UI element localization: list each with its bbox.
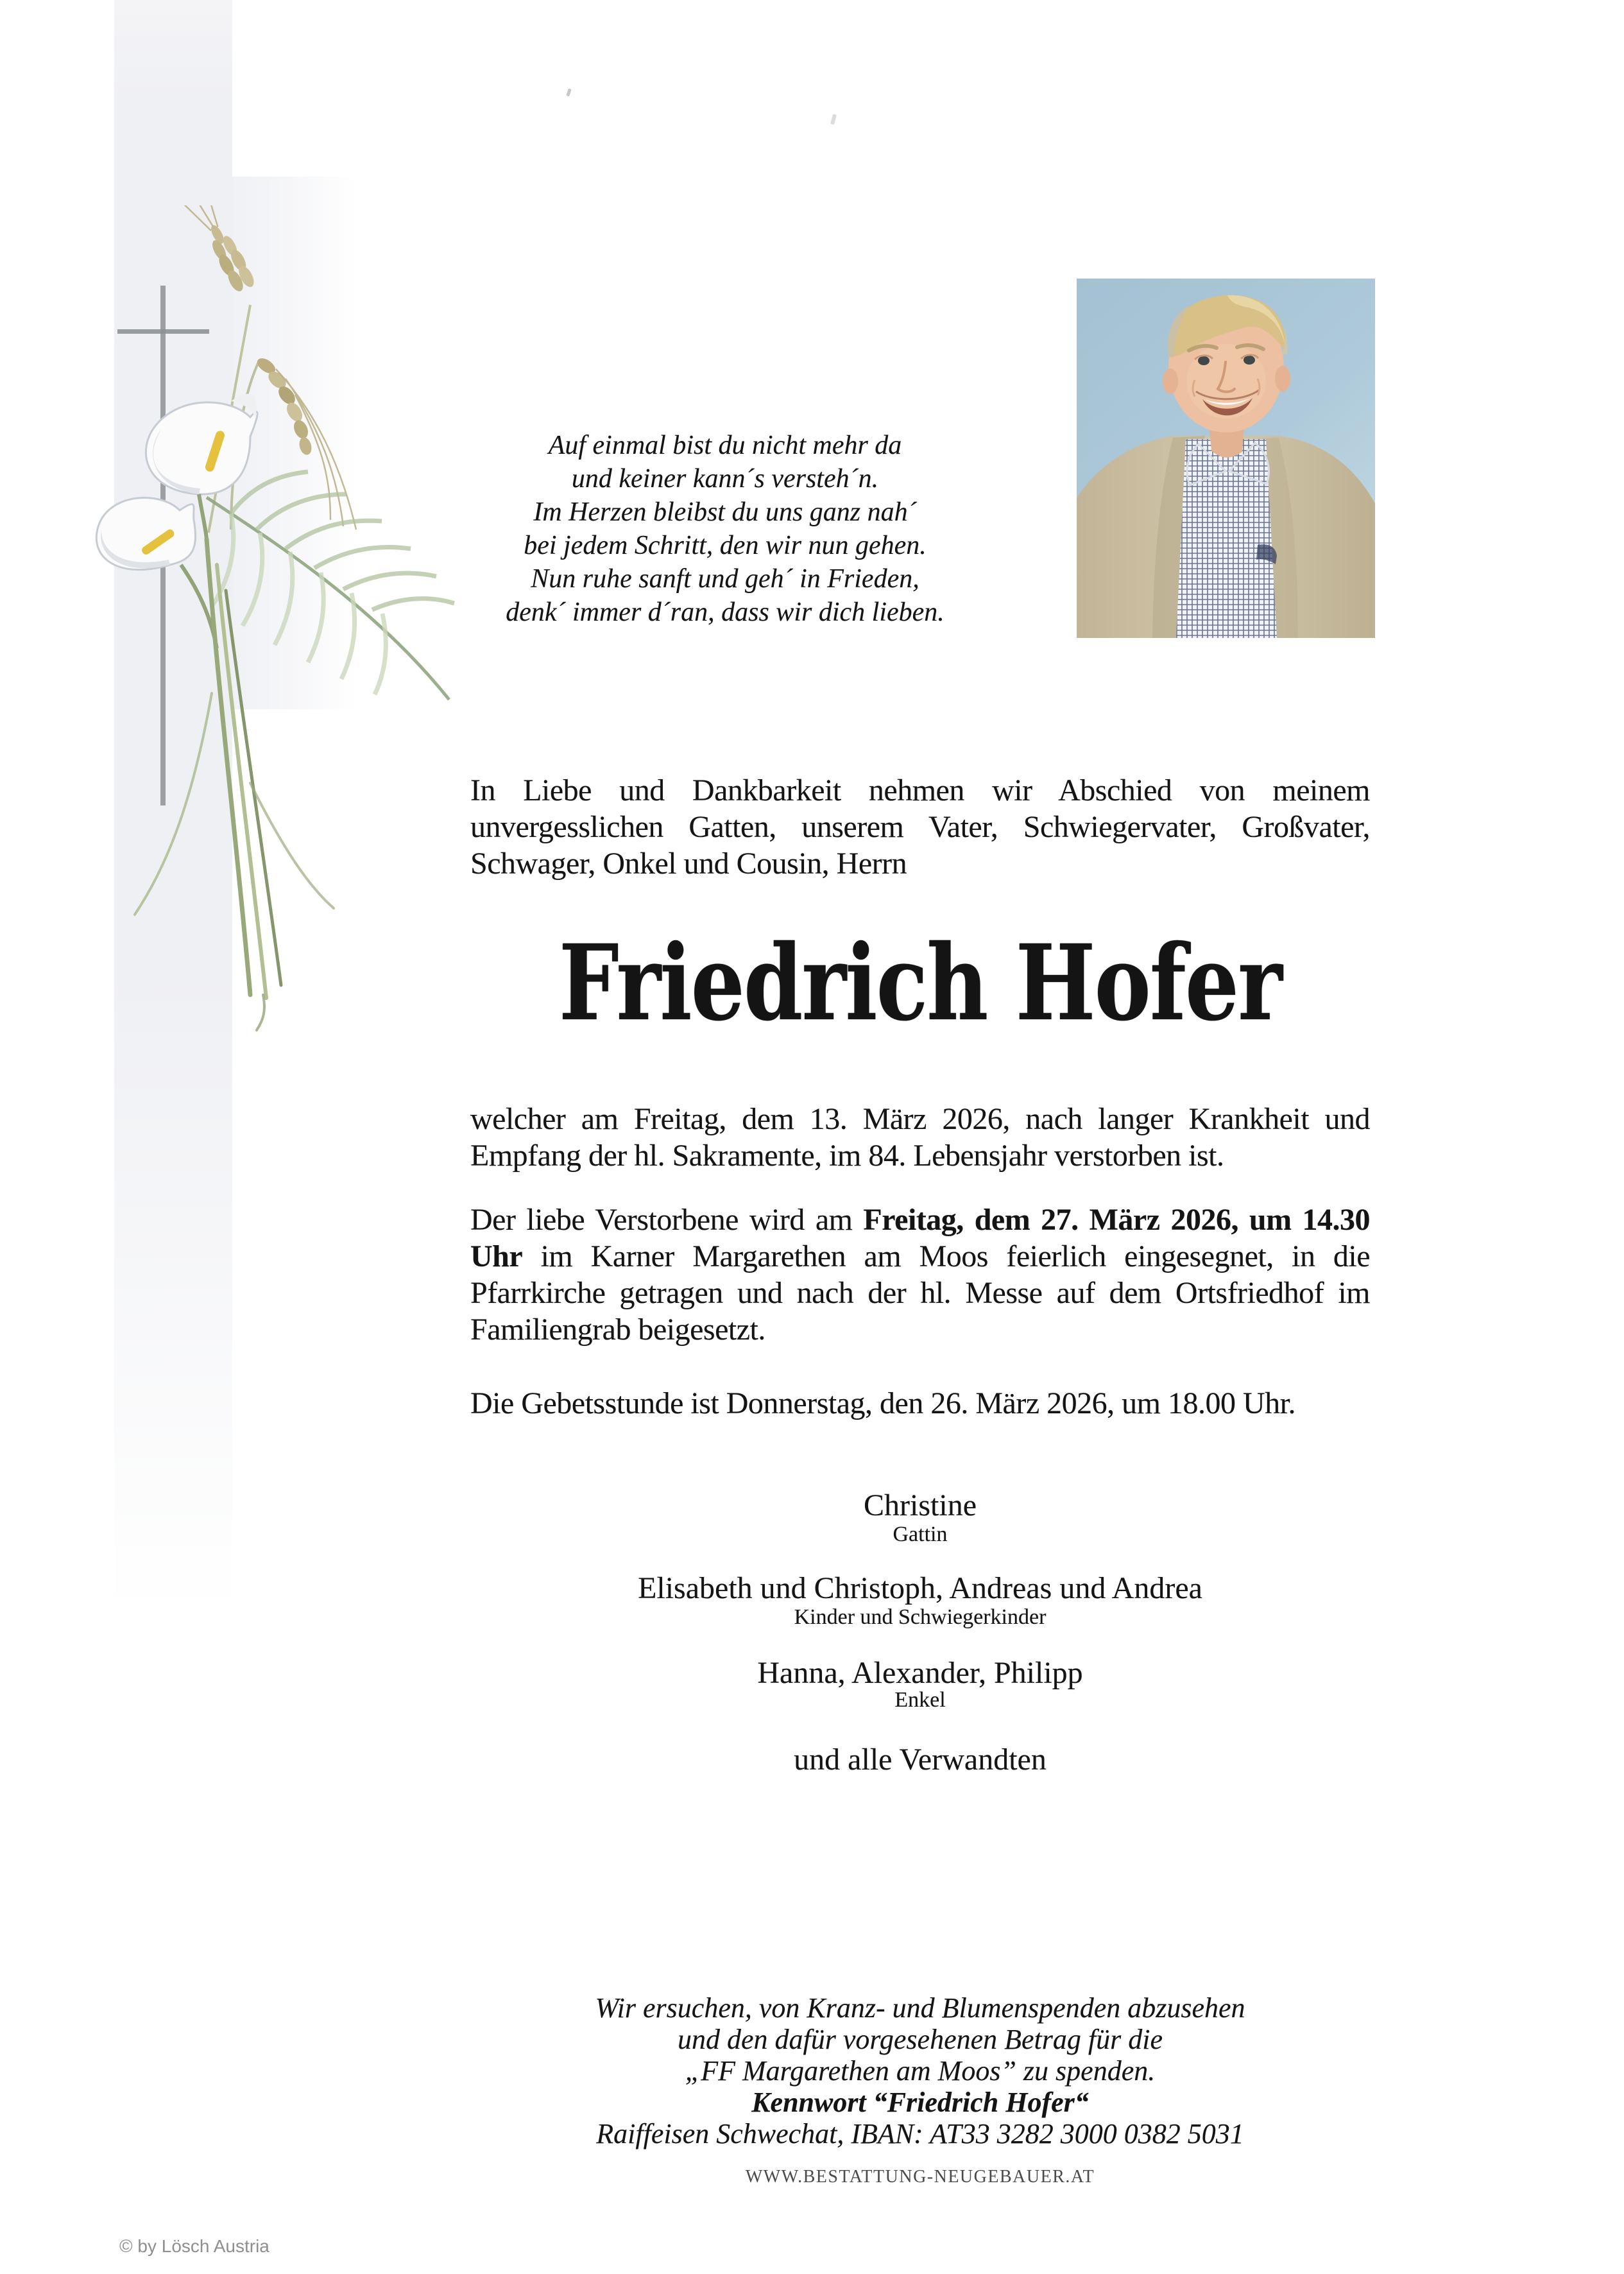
mourner-relation: Enkel	[894, 1688, 946, 1712]
funeral-paragraph	[470, 1202, 1370, 1348]
memorial-poem	[475, 429, 975, 629]
portrait-photo	[1077, 279, 1375, 638]
calla-lily-icon	[96, 497, 217, 648]
poem-line: Auf einmal bist du nicht mehr da	[548, 431, 902, 460]
prayer-hour-line: Die Gebetsstunde ist Donnerstag, den 26. März 2026, um 18.00 Uhr.	[470, 1386, 1295, 1420]
poem-line: bei jedem Schritt, den wir nun gehen.	[524, 531, 927, 560]
donation-line: und den dafür vorgesehenen Betrag für die	[678, 2024, 1163, 2055]
death-paragraph: welcher am Freitag, dem 13. März 2026, nach langer Krankheit und Empfang der hl. Sakramente, im 84. Lebensjahr verstorben ist.	[470, 1102, 1370, 1173]
intro-paragraph: In Liebe und Dankbarkeit nehmen wir Abschied von meinem unvergesslichen Gatten, unserem Vater, Schwiegervater, Großvater, Schwager, Onkel und Cousin, Herrn	[470, 773, 1370, 881]
mourner-relation: Gattin	[893, 1522, 948, 1546]
donation-keyword-line: Kennwort “Friedrich Hofer“	[751, 2087, 1089, 2118]
mourner-names: Elisabeth und Christoph, Andreas und Andrea	[638, 1571, 1202, 1605]
closing-line: und alle Verwandten	[794, 1743, 1047, 1777]
poem-line: Im Herzen bleibst du uns ganz nah´	[533, 497, 917, 527]
deceased-name: Friedrich Hofer	[558, 922, 1282, 1044]
scan-speck	[566, 89, 571, 97]
funeral-text: Der liebe Verstorbene wird am	[470, 1203, 864, 1237]
poem-line: und keiner kann´s versteh´n.	[571, 464, 879, 494]
funeral-text: im Karner Margarethen am Moos feierlich eingesegnet, in die Pfarrkirche getragen und nach der hl. Messe auf dem Ortsfriedhof im Familiengrab beigesetzt.	[470, 1239, 1370, 1347]
mourner-relation: Kinder und Schwiegerkinder	[794, 1605, 1047, 1629]
donation-bank-line: Raiffeisen Schwechat, IBAN: AT33 3282 3000 0382 5031	[596, 2118, 1244, 2149]
funeral-date-bold: Freitag, dem 27. März 2026, um 14.30 Uhr	[470, 1203, 1370, 1273]
copyright-watermark: © by Lösch Austria	[119, 2236, 269, 2256]
donation-line: „FF Margarethen am Moos” zu spenden.	[685, 2055, 1156, 2087]
donation-request	[470, 1992, 1370, 2149]
poem-line: denk´ immer d´ran, dass wir dich lieben.	[506, 598, 944, 627]
mourner-names: Christine	[864, 1488, 977, 1522]
mourner-names: Hanna, Alexander, Philipp	[757, 1656, 1083, 1690]
scan-speck	[830, 114, 837, 125]
memorial-artwork	[38, 205, 462, 1040]
funeral-home-website: WWW.BESTATTUNG-NEUGEBAUER.AT	[745, 2167, 1095, 2187]
poem-line: Nun ruhe sanft und geh´ in Frieden,	[531, 564, 919, 594]
donation-line: Wir ersuchen, von Kranz- und Blumenspenden abzusehen	[595, 1992, 1245, 2024]
